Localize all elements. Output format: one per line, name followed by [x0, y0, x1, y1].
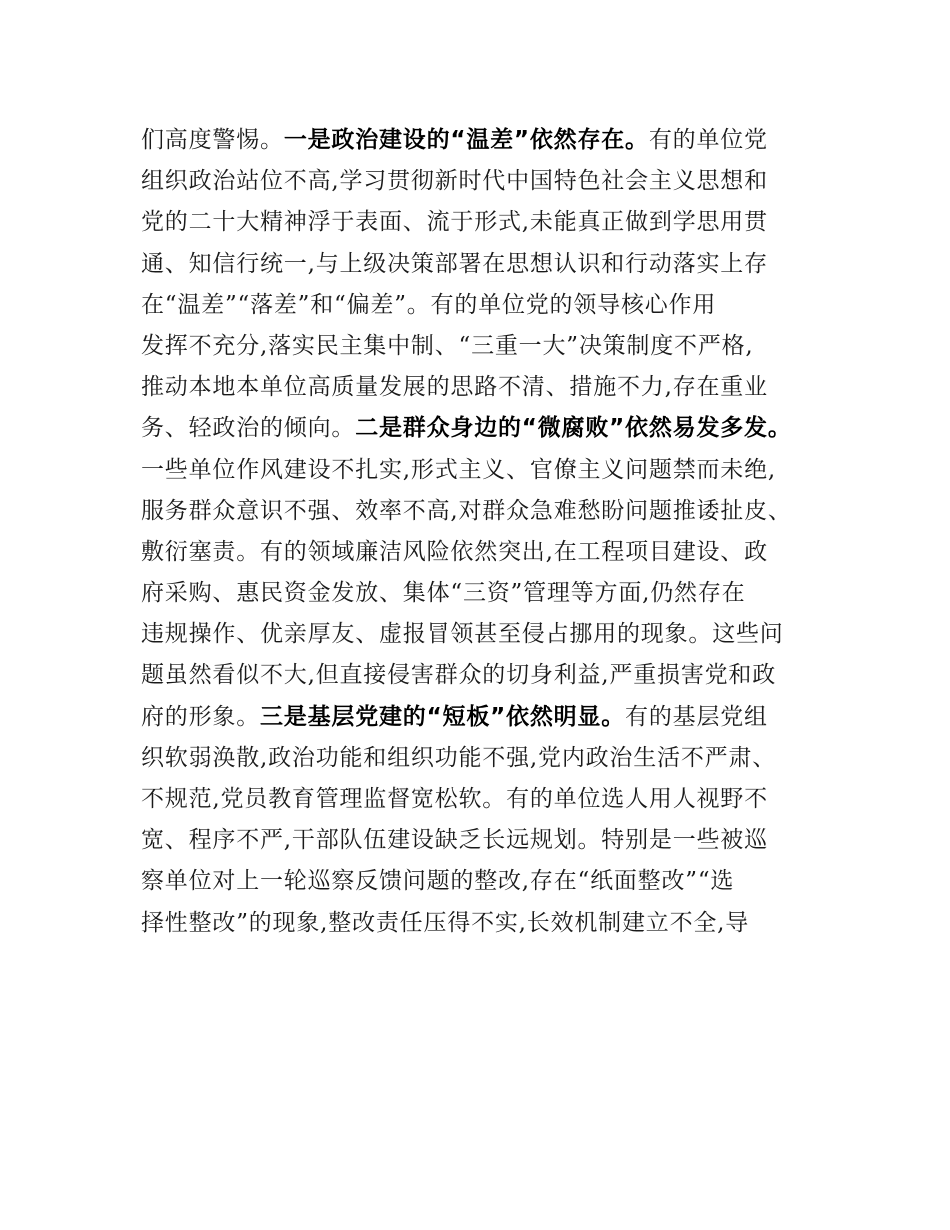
text-line: [141, 408, 841, 449]
text-segment: 察单位对上一轮巡察反馈问题的整改,存在“纸面整改”“选: [141, 868, 735, 895]
text-line: [141, 491, 841, 532]
text-segment: 有的基层党组: [625, 703, 768, 730]
text-segment: 通、知信行统一,与上级决策部署在思想认识和行动落实上存: [141, 250, 768, 277]
text-line: [141, 285, 841, 326]
text-line: [141, 614, 841, 655]
text-line: [141, 244, 841, 285]
text-line: [141, 861, 841, 902]
text-line: [141, 820, 841, 861]
text-line: [141, 655, 841, 696]
text-segment: 一些单位作风建设不扎实,形式主义、官僚主义问题禁而未绝,: [141, 456, 777, 483]
text-line: [141, 738, 841, 779]
bold-heading: 一是政治建设的“温差”依然存在。: [283, 127, 649, 153]
bold-heading: 二是群众身边的“微腐败”依然易发多发。: [355, 415, 792, 442]
text-line: [141, 120, 841, 161]
text-segment: 不规范,党员教育管理监督宽松软。有的单位选人用人视野不: [141, 786, 768, 812]
text-segment: 务、轻政治的倾向。: [141, 415, 356, 442]
text-line: [141, 573, 841, 614]
text-line: [141, 367, 841, 408]
text-segment: 府采购、惠民资金发放、集体“三资”管理等方面,仍然存在: [141, 580, 746, 607]
text-segment: 宽、程序不严,干部队伍建设缺乏长远规划。特别是一些被巡: [141, 827, 768, 854]
text-line: [141, 450, 841, 491]
text-segment: 有的单位党: [648, 127, 768, 153]
text-segment: 组织政治站位不高,学习贯彻新时代中国特色社会主义思想和: [141, 168, 768, 195]
text-segment: 发挥不充分,落实民主集中制、“三重一大”决策制度不严格,: [141, 332, 754, 359]
text-line: [141, 202, 841, 243]
text-segment: 们高度警惕。: [141, 127, 284, 153]
body-text: [141, 120, 841, 944]
text-line: [141, 903, 841, 944]
text-segment: 织软弱涣散,政治功能和组织功能不强,党内政治生活不严肃、: [141, 744, 777, 771]
text-segment: 府的形象。: [141, 703, 260, 730]
bold-heading: 三是基层党建的“短板”依然明显。: [260, 703, 626, 730]
text-line: [141, 161, 841, 202]
text-segment: 题虽然看似不大,但直接侵害群众的切身利益,严重损害党和政: [141, 662, 777, 689]
text-segment: 服务群众意识不强、效率不高,对群众急难愁盼问题推诿扯皮、: [141, 497, 792, 524]
text-segment: 择性整改”的现象,整改责任压得不实,长效机制建立不全,导: [141, 909, 750, 936]
text-line: [141, 779, 841, 820]
text-segment: 违规操作、优亲厚友、虚报冒领甚至侵占挪用的现象。这些问: [141, 621, 784, 648]
text-line: [141, 697, 841, 738]
text-segment: 党的二十大精神浮于表面、流于形式,未能真正做到学思用贯: [141, 209, 768, 236]
text-segment: 在“温差”“落差”和“偏差”。有的单位党的领导核心作用: [141, 291, 717, 318]
text-line: [141, 326, 841, 367]
text-segment: 敷衍塞责。有的领域廉洁风险依然突出,在工程项目建设、政: [141, 538, 768, 565]
text-line: [141, 532, 841, 573]
text-segment: 推动本地本单位高质量发展的思路不清、措施不力,存在重业: [141, 374, 768, 401]
